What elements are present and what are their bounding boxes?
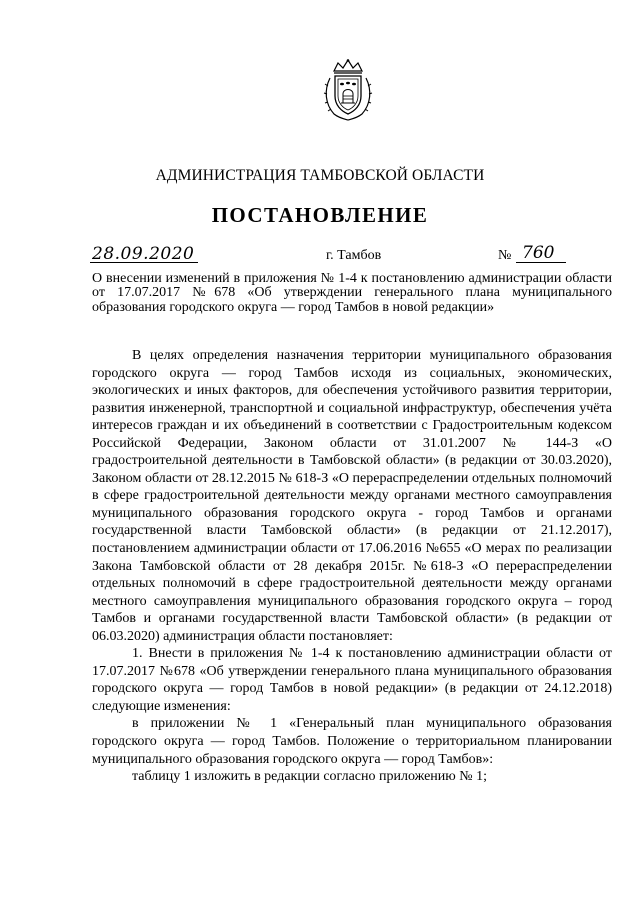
date-underline [90,262,198,263]
document-number: 760 [522,243,555,263]
document-subject: О внесении изменений в приложения № 1-4 к постановлению администрации области от 17.07.2017 №678 «Об утверждении генерального плана муниципального образования городского округа — город Тамбов в новой редакции» [92,271,612,315]
number-underline [516,262,566,263]
body-paragraph: в приложении № 1 «Генеральный план муниципального образования городского округа — город Тамбов. Положение о территориальном планировании муниципального образования городского округа — город Тамбов»: [92,716,612,767]
body-paragraph: В целях определения назначения территории муниципального образования городского округа — город Тамбов исходя из социальных, экономических, экологических и иных факторов, для обеспечения устойчивого развития территории, развития инженерной, транспортной и социальной инфраструктур, обеспечения учёта интересов граждан и их объединений в соответствии с Градостроительным кодексом Российской Федерации, Законом области от 31.01.2007 № 144-З «О градостроительной деятельности в Тамбовской области» (в редакции от 30.03.2020), Законом области от 28.12.2015 № 618-З «О перераспределении отдельных полномочий в сфере градостроительной деятельности между органами местного самоуправления муниципального образования городского округа - город Тамбов и органами государственной власти Тамбовской области» (в редакции от 21.12.2017), постановлением администрации области от 17.06.2016 №655 «О мерах по реализации Закона Тамбовской области от 28 декабря 2015г. №618-З «О перераспределении отдельных полномочий в сфере градостроительной деятельности между органами местного самоуправления муниципального образования городского округа – город Тамбов и органами государственной власти Тамбовской области» (в редакции от 06.03.2020) администрация области постановляет: [92,348,612,644]
organization-name: АДМИНИСТРАЦИЯ ТАМБОВСКОЙ ОБЛАСТИ [155,167,485,184]
number-sign: № [498,248,512,263]
body-paragraph: 1. Внести в приложения № 1-4 к постановлению администрации области от 17.07.2017 №678 «Об утверждении генерального плана муниципального образования городского округа — город Тамбов в новой редакции» (в редакции от 24.12.2018) следующие изменения: [92,646,612,714]
document-body [92,347,612,786]
document-type: ПОСТАНОВЛЕНИЕ [211,203,429,227]
coat-of-arms-icon [322,58,374,122]
body-paragraph: таблицу 1 изложить в редакции согласно приложению № 1; [132,769,487,785]
document-date: 28.09.2020 [92,244,195,264]
document-city: г. Тамбов [326,248,382,263]
